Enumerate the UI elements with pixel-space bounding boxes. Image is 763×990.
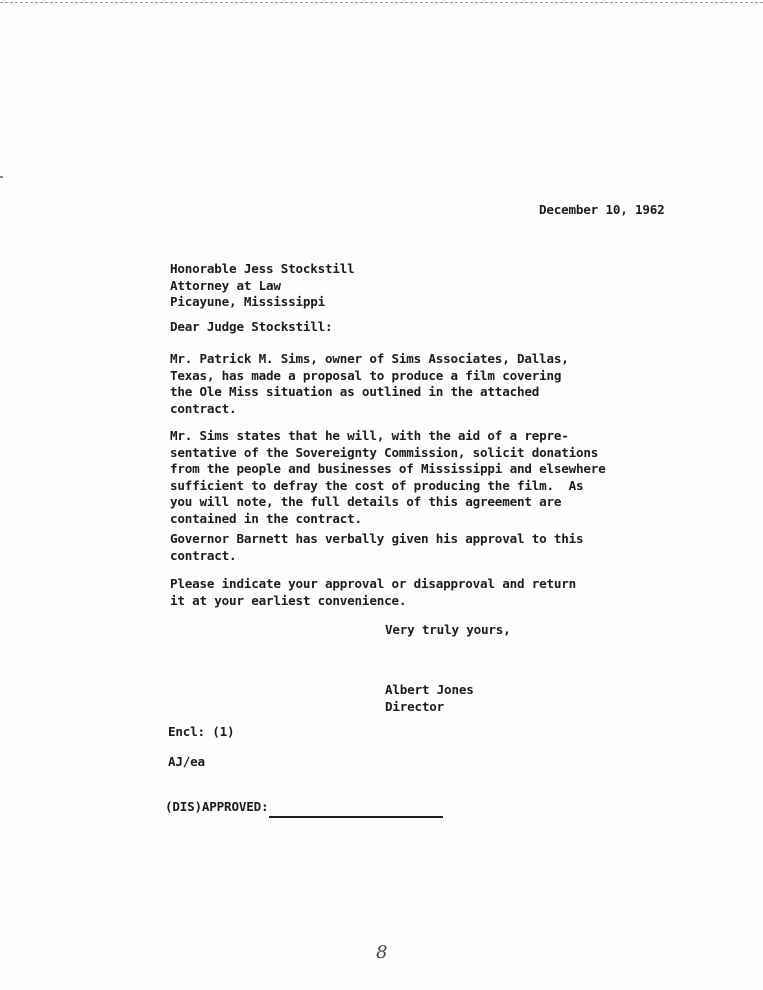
paragraph-line: contained in the contract. <box>170 510 362 526</box>
scan-edge-mark <box>0 176 3 178</box>
paragraph-line: Mr. Sims states that he will, with the aid of a repre- <box>170 428 569 443</box>
recipient-name: Honorable Jess Stockstill <box>170 261 355 276</box>
paragraph-line: Governor Barnett has verbally given his approval to this <box>170 531 584 546</box>
scan-edge-line <box>0 2 763 3</box>
paragraph-line: from the people and businesses of Mississippi and elsewhere <box>170 461 606 476</box>
approval-signature-line <box>269 816 443 818</box>
recipient-location: Picayune, Mississippi <box>170 294 326 309</box>
paragraph-line: contract. <box>170 400 237 416</box>
salutation: Dear Judge Stockstill: <box>170 319 333 334</box>
recipient-title: Attorney at Law <box>170 277 281 293</box>
signer-name: Albert Jones <box>385 682 474 697</box>
enclosure-note: Encl: (1) <box>168 724 235 739</box>
approval-label: (DIS)APPROVED: <box>165 799 269 814</box>
body-paragraph-3 <box>170 531 583 564</box>
paragraph-line: Texas, has made a proposal to produce a film covering <box>170 367 562 383</box>
letter-date: December 10, 1962 <box>539 202 665 217</box>
signer-title: Director <box>385 698 445 714</box>
body-paragraph-2 <box>170 428 606 527</box>
paragraph-line: it at your earliest convenience. <box>170 592 407 608</box>
recipient-address <box>170 261 355 311</box>
paragraph-line: Please indicate your approval or disapproval and return <box>170 576 577 591</box>
paragraph-line: the Ole Miss situation as outlined in the attached <box>170 384 540 399</box>
paragraph-line: contract. <box>170 547 237 563</box>
signature-block <box>385 682 474 715</box>
paragraph-line: sentative of the Sovereignty Commission, solicit donations <box>170 444 599 460</box>
body-paragraph-1 <box>170 351 569 417</box>
paragraph-line: Mr. Patrick M. Sims, owner of Sims Associates, Dallas, <box>170 351 569 366</box>
reference-initials: AJ/ea <box>168 754 205 769</box>
paragraph-line: you will note, the full details of this agreement are <box>170 494 562 509</box>
handwritten-page-number: 8 <box>376 942 388 963</box>
paragraph-line: sufficient to defray the cost of producing the film. As <box>170 477 584 493</box>
body-paragraph-4 <box>170 576 576 609</box>
complimentary-closing: Very truly yours, <box>385 622 511 637</box>
